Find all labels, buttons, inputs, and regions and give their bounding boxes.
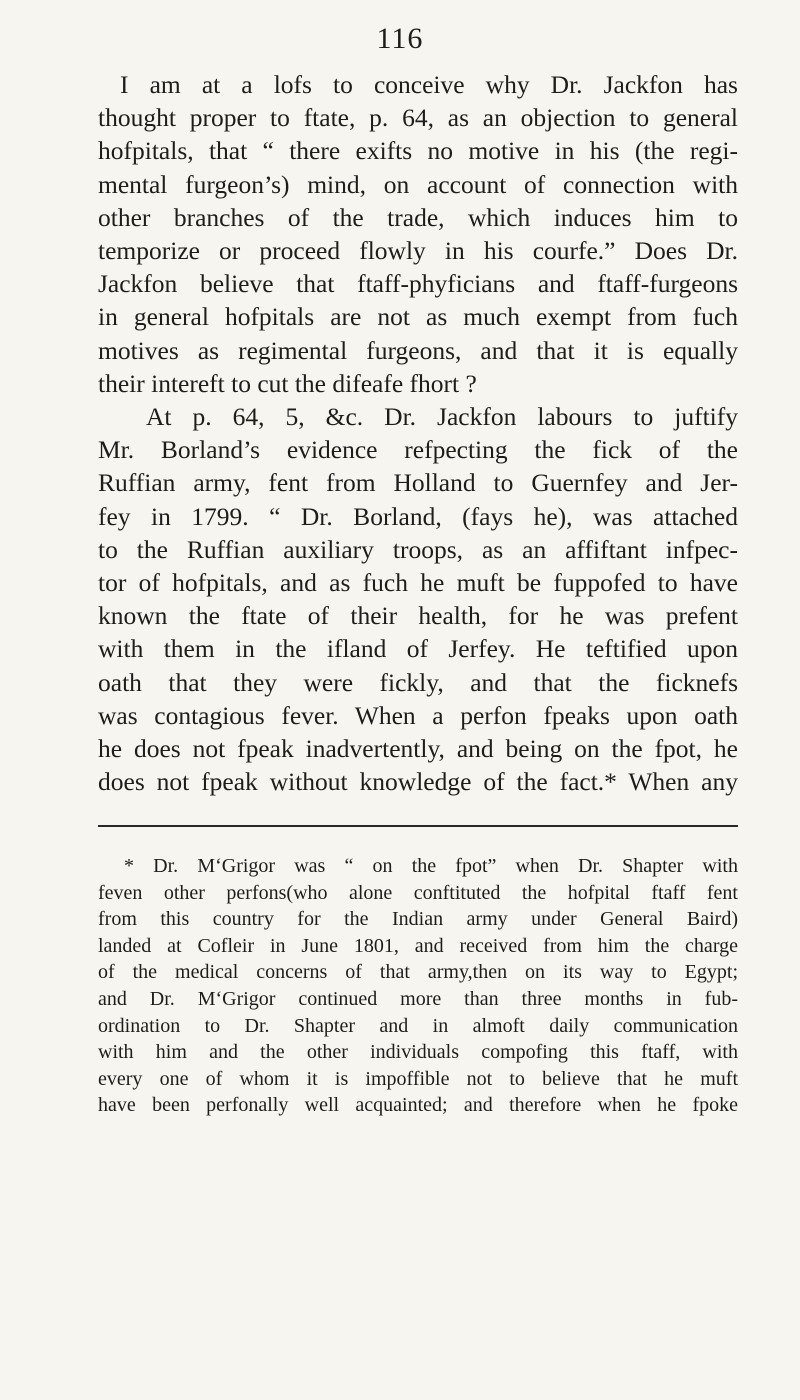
footnote-line: ordination to Dr. Shapter and in almoft daily communication xyxy=(98,1014,738,1037)
body-line: known the ftate of their health, for he was prefent xyxy=(98,601,738,631)
footnote-line: with him and the other individuals compofing this ftaff, with xyxy=(98,1041,738,1064)
footnote-line: feven other perfons(who alone conftituted the hofpital ftaff fent xyxy=(98,881,738,904)
footnote-line: landed at Cofleir in June 1801, and received from him the charge xyxy=(98,934,738,957)
footnote-line: * Dr. M‘Grigor was “ on the fpot” when Dr. Shapter with xyxy=(124,855,738,877)
body-line: motives as regimental furgeons, and that it is equally xyxy=(98,335,738,365)
body-line: mental furgeon’s) mind, on account of connection with xyxy=(98,169,738,199)
body-text xyxy=(98,68,738,798)
body-line: oath that they were fickly, and that the ficknefs xyxy=(98,667,738,697)
body-line: At p. 64, 5, &c. Dr. Jackfon labours to juftify xyxy=(146,402,738,432)
body-line: was contagious fever. When a perfon fpeaks upon oath xyxy=(98,700,738,730)
body-line: tor of hofpitals, and as fuch he muft be fuppofed to have xyxy=(98,568,738,598)
body-line: I am at a lofs to conceive why Dr. Jackfon has xyxy=(120,70,738,99)
body-line: to the Ruffian auxiliary troops, as an affiftant infpec- xyxy=(98,534,738,564)
body-line: in general hofpitals are not as much exempt from fuch xyxy=(98,302,738,332)
body-line: fey in 1799. “ Dr. Borland, (fays he), was attached xyxy=(98,501,738,531)
footnote-line: have been perfonally well acquainted; and therefore when he fpoke xyxy=(98,1094,738,1117)
page-number: 116 xyxy=(376,22,424,55)
body-line: Ruffian army, fent from Holland to Guernfey and Jer- xyxy=(98,468,738,498)
footnote-line: from this country for the Indian army under General Baird) xyxy=(98,908,738,931)
body-line: hofpitals, that “ there exifts no motive in his (the regi- xyxy=(98,136,738,166)
footnote-line: of the medical concerns of that army,then on its way to Egypt; xyxy=(98,961,738,984)
footnote-rule xyxy=(98,825,738,827)
body-line: Jackfon believe that ftaff-phyficians and ftaff-furgeons xyxy=(98,269,738,299)
body-line: thought proper to ftate, p. 64, as an objection to general xyxy=(98,103,738,133)
footnote-line: every one of whom it is impoffible not to believe that he muft xyxy=(98,1067,738,1090)
body-line: Mr. Borland’s evidence refpecting the fick of the xyxy=(98,435,738,465)
body-line: temporize or proceed flowly in his courfe.” Does Dr. xyxy=(98,236,738,266)
footnote-line: and Dr. M‘Grigor continued more than three months in fub- xyxy=(98,987,738,1010)
footnote xyxy=(98,853,738,1119)
body-line: does not fpeak without knowledge of the fact.* When any xyxy=(98,767,738,797)
body-line: he does not fpeak inadvertently, and being on the fpot, he xyxy=(98,734,738,764)
body-line: other branches of the trade, which induces him to xyxy=(98,202,738,232)
body-line: with them in the ifland of Jerfey. He teftified upon xyxy=(98,634,738,664)
body-line: their intereft to cut the difeafe fhort ? xyxy=(98,368,477,398)
